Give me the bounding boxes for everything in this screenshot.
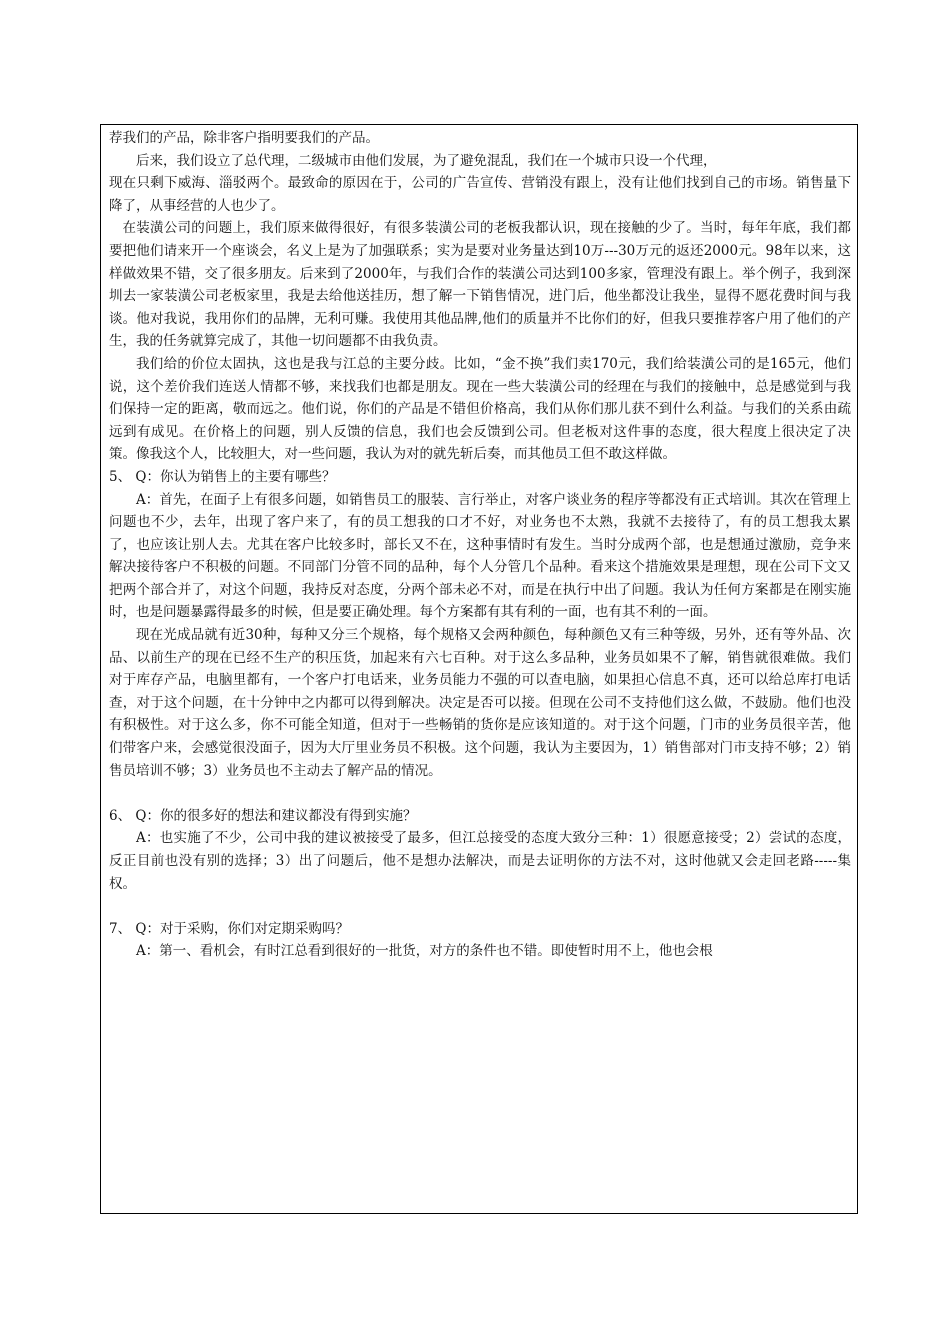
answer-5: A：首先，在面子上有很多问题，如销售员工的服装、言行举止，对客户谈业务的程序等都没有正式培训。其次在管理上问题也不少，去年，出现了客户来了，有的员工想我的口才不好，对业务也不太熟，我就不去接待了，有的员工想我太累了，也应该让别人去。尤其在客户比较多时，部长又不在，这种事情时有发生。当时分成两个部，也是想通过激励，竞争来解决接待客户不积极的问题。不同部门分管不同的品种，每个人分管几个品种。看来这个措施效果是理想，现在公司下文又把两个部合并了，对这个问题，我持反对态度，分两个部未必不对，而是在执行中出了问题。我认为任何方案都是在刚实施时，也是问题暴露得最多的时候，但是要正确处理。每个方案都有其有利的一面，也有其不利的一面。 — [109, 491, 851, 621]
paragraph: 在装潢公司的问题上，我们原来做得很好，有很多装潢公司的老板我都认识，现在接触的少了。当时，每年年底，我们都要把他们请来开一个座谈会，名义上是为了加强联系；实为是要对业务量达到10万---30万元的返还2000元。98年以来，这样做效果不错，交了很多朋友。后来到了2000年，与我们合作的装潢公司达到100多家，管理没有跟上。举个例子，我到深圳去一家装潢公司老板家里，我是去给他送挂历，想了解一下销售情况，进门后，他坐都没让我坐，显得不愿花费时间与我谈。他对我说，我用你们的品牌，无利可赚。我使用其他品牌,他们的质量并不比你们的好，但我只要推荐客户用了他们的产生，我的任务就算完成了，其他一切问题都不由我负责。 — [109, 220, 851, 350]
answer-7: A：第一、看机会，有时江总看到很好的一批货，对方的条件也不错。即使暂时用不上，他也会根 — [136, 943, 713, 960]
question-7: 7、 Q：对于采购，你们对定期采购吗？ — [109, 920, 349, 937]
answer-6: A：也实施了不少，公司中我的建议被接受了最多，但江总接受的态度大致分三种：1）很愿意接受；2）尝试的态度，反正目前也没有别的选择；3）出了问题后，他不是想办法解决，而是去证明你的方法不对，这时他就又会走回老路-----集权。 — [109, 830, 851, 892]
paragraph: 荐我们的产品，除非客户指明要我们的产品。 — [109, 130, 379, 146]
spacer — [109, 782, 851, 805]
question-6: 6、 Q：你的很多好的想法和建议都没有得到实施？ — [109, 807, 417, 824]
paragraph: 后来，我们设立了总代理，二级城市由他们发展，为了避免混乱，我们在一个城市只设一个代理， — [136, 152, 717, 169]
paragraph: 我们给的价位太固执，这也是我与江总的主要分歧。比如，“金不换”我们卖170元，我们给装潢公司的是165元，他们说，这个差价我们连送人情都不够，来找我们也都是朋友。现在一些大装潢公司的经理在与我们的接触中，总是感觉到与我们保持一定的距离，敬而远之。他们说，你们的产品是不错但价格高，我们从你们那儿获不到什么利益。与我们的关系由疏远到有成见。在价格上的问题，别人反馈的信息，我们也会反馈到公司。但老板对这件事的态度，很大程度上很决定了决策。像我这个人，比较胆大，对一些问题，我认为对的就先斩后奏，而其他员工但不敢这样做。 — [109, 355, 851, 463]
interview-table-cell — [100, 124, 858, 1214]
paragraph: 现在光成品就有近30种，每种又分三个规格，每个规格又会两种颜色，每种颜色又有三种等级，另外，还有等外品、次品、以前生产的现在已经不生产的积压货，加起来有六七百种。对于这么多品种，业务员如果不了解，销售就很难做。我们对于库存产品，电脑里都有，一个客户打电话来，业务员能力不强的可以查电脑，如果担心信息不真，还可以给总库打电话查，对于这个问题，在十分钟中之内都可以得到解决。决定是否可以接。但现在公司不支持他们这么做，不鼓励。他们也没有积极性。对于这么多，你不可能全知道，但对于一些畅销的货你是应该知道的。对于这个问题，门市的业务员很辛苦，他们带客户来，会感觉很没面子，因为大厅里业务员不积极。这个问题，我认为主要因为，1）销售部对门市支持不够；2）销售员培训不够；3）业务员也不主动去了解产品的情况。 — [109, 627, 851, 779]
document-body — [109, 127, 851, 963]
question-5: 5、 Q：你认为销售上的主要有哪些？ — [109, 468, 336, 485]
spacer — [109, 895, 851, 918]
paragraph: 现在只剩下威海、淄驳两个。最致命的原因在于，公司的广告宣传、营销没有跟上，没有让他们找到自己的市场。销售量下降了，从事经营的人也少了。 — [109, 175, 851, 214]
